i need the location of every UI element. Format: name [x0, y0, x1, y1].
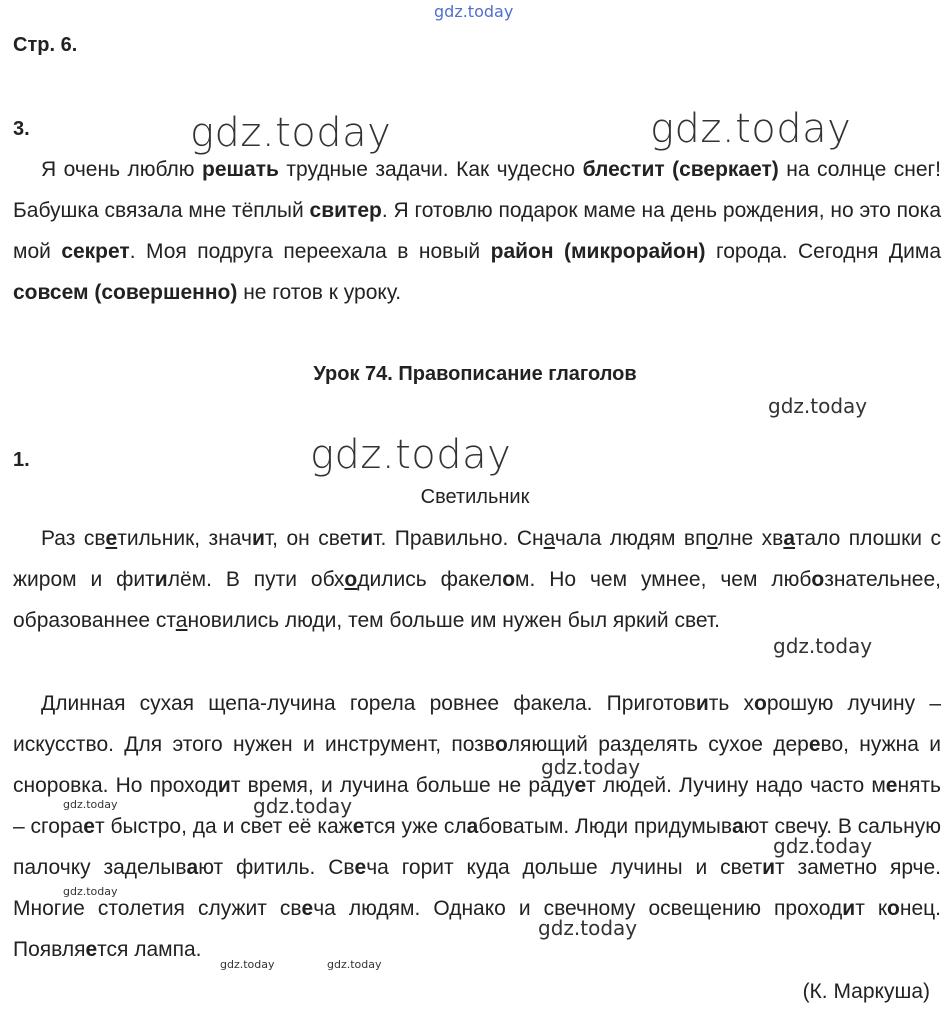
marked-letter: е — [885, 774, 898, 797]
watermark: gdz.today — [327, 958, 382, 971]
text-fragment: Я очень люблю — [41, 158, 203, 181]
marked-letter: а — [731, 815, 744, 838]
text-fragment: Раз св — [41, 527, 106, 550]
text-fragment: рошую лучину – искусство. Для этого нужен и инструмент, позв — [13, 692, 941, 756]
text-fragment: трудные задачи. Как чудесно — [278, 158, 583, 181]
watermark: gdz.today — [773, 634, 873, 658]
marked-letter: о — [494, 733, 508, 756]
text-fragment: . Моя подруга переехала в новый — [129, 240, 491, 263]
watermark: gdz.today — [538, 916, 638, 940]
marked-letter: о — [754, 692, 767, 715]
text-title: Светильник — [420, 486, 530, 508]
text-fragment: ча людям. Однако и свечному освещению проход — [313, 897, 843, 920]
text-fragment: лём. В пути обх — [167, 568, 345, 591]
text-fragment: тся лампа. — [97, 938, 202, 961]
text-paragraph-1 — [13, 518, 941, 641]
marked-letter: и — [251, 527, 265, 550]
text-fragment: города. Сегодня Дима — [705, 240, 942, 263]
text-fragment: т быстро, да и свет её каж — [94, 815, 353, 838]
text-fragment: ляющий разделять сухое дер — [507, 733, 809, 756]
text-fragment: тильник, знач — [117, 527, 252, 550]
text-fragment: ча горит куда дольше лучины и свет — [366, 856, 763, 879]
marked-letter: о — [344, 568, 358, 591]
marked-letter: и — [695, 692, 709, 715]
watermark: gdz.today — [310, 432, 512, 478]
text-fragment: тся уже сл — [364, 815, 467, 838]
text-fragment: т заметно ярче. Многие столетия служит св — [13, 856, 942, 920]
marked-letter: е — [352, 815, 365, 838]
text-fragment: дились факел — [357, 568, 503, 591]
marked-letter: е — [105, 527, 118, 550]
marked-letter: е — [85, 938, 98, 961]
author: (К. Маркуша) — [802, 980, 930, 1003]
marked-letter: а — [543, 527, 555, 550]
marked-letter: и — [842, 897, 856, 920]
text-fragment: лне хв — [717, 527, 784, 550]
watermark: gdz.today — [650, 106, 852, 152]
answer-word: район (микрорайон) — [490, 240, 706, 263]
marked-letter: и — [762, 856, 776, 879]
marked-letter: о — [706, 527, 718, 550]
watermark: gdz.today — [63, 798, 118, 811]
text-fragment: нец. Появля — [13, 897, 942, 961]
text-paragraph-2 — [13, 683, 941, 970]
marked-letter: о — [811, 568, 825, 591]
answer-word: решать — [202, 158, 279, 181]
marked-letter: е — [574, 774, 587, 797]
text-fragment: т. Правильно. Сн — [373, 527, 544, 550]
text-fragment: не готов к уроку. — [237, 281, 402, 304]
marked-letter: и — [360, 527, 374, 550]
answer-word: секрет — [61, 240, 130, 263]
watermark: gdz.today — [190, 110, 392, 156]
text-fragment: т к — [855, 897, 888, 920]
marked-letter: е — [354, 856, 367, 879]
text-fragment: новились люди, тем больше им нужен был яркий свет. — [187, 609, 720, 632]
marked-letter: и — [154, 568, 168, 591]
watermark: gdz.today — [220, 958, 275, 971]
text-fragment: ют фитиль. Св — [198, 856, 355, 879]
marked-letter: а — [186, 856, 199, 879]
marked-letter: а — [783, 527, 796, 550]
text-fragment: знательнее, образованнее ст — [13, 568, 941, 632]
text-fragment: во, нужна и сноровка. Но проход — [13, 733, 942, 797]
text-fragment: тало плошки с жиром и фит — [13, 527, 941, 591]
marked-letter: е — [808, 733, 821, 756]
answer-word: блестит (сверкает) — [582, 158, 779, 181]
text-fragment: Длинная сухая щепа-лучина горела ровнее факела. Приготов — [41, 692, 696, 715]
task1-number: 1. — [13, 449, 30, 471]
text-fragment: т время, и лучина больше не раду — [230, 774, 575, 797]
task3-number: 3. — [13, 118, 30, 140]
marked-letter: е — [301, 897, 314, 920]
text-fragment: ют свечу. В сальную палочку заделыв — [13, 815, 942, 879]
marked-letter: о — [887, 897, 900, 920]
watermark: gdz.today — [63, 885, 118, 898]
answer-word: свитер — [309, 199, 382, 222]
marked-letter: е — [83, 815, 95, 838]
text-fragment: . Я готовлю подарок маме на день рождения, но это пока мой — [13, 199, 941, 263]
text-fragment: м. Но чем умнее, чем люб — [515, 568, 812, 591]
text-fragment: т, он свет — [264, 527, 361, 550]
marked-letter: а — [175, 609, 188, 632]
answer-word: совсем (совершенно) — [13, 281, 238, 304]
text-fragment: на солнце снег! Бабушка связала мне тёплый — [13, 158, 942, 222]
text-fragment: чала людям вп — [554, 527, 707, 550]
watermark-top: gdz.today — [434, 2, 514, 21]
marked-letter: о — [502, 568, 516, 591]
lesson-heading: Урок 74. Правописание глаголов — [313, 363, 637, 385]
text-fragment: ть х — [708, 692, 755, 715]
text-fragment: т людей. Лучину надо часто м — [586, 774, 886, 797]
marked-letter: и — [217, 774, 231, 797]
marked-letter: а — [466, 815, 479, 838]
text-fragment: нять – сгора — [13, 774, 941, 838]
task3-text — [13, 149, 941, 313]
watermark: gdz.today — [541, 755, 641, 779]
watermark: gdz.today — [773, 834, 873, 858]
text-fragment: боватым. Люди придумыв — [478, 815, 732, 838]
watermark: gdz.today — [253, 794, 353, 818]
page-label: Стр. 6. — [13, 34, 78, 56]
watermark: gdz.today — [768, 394, 868, 418]
